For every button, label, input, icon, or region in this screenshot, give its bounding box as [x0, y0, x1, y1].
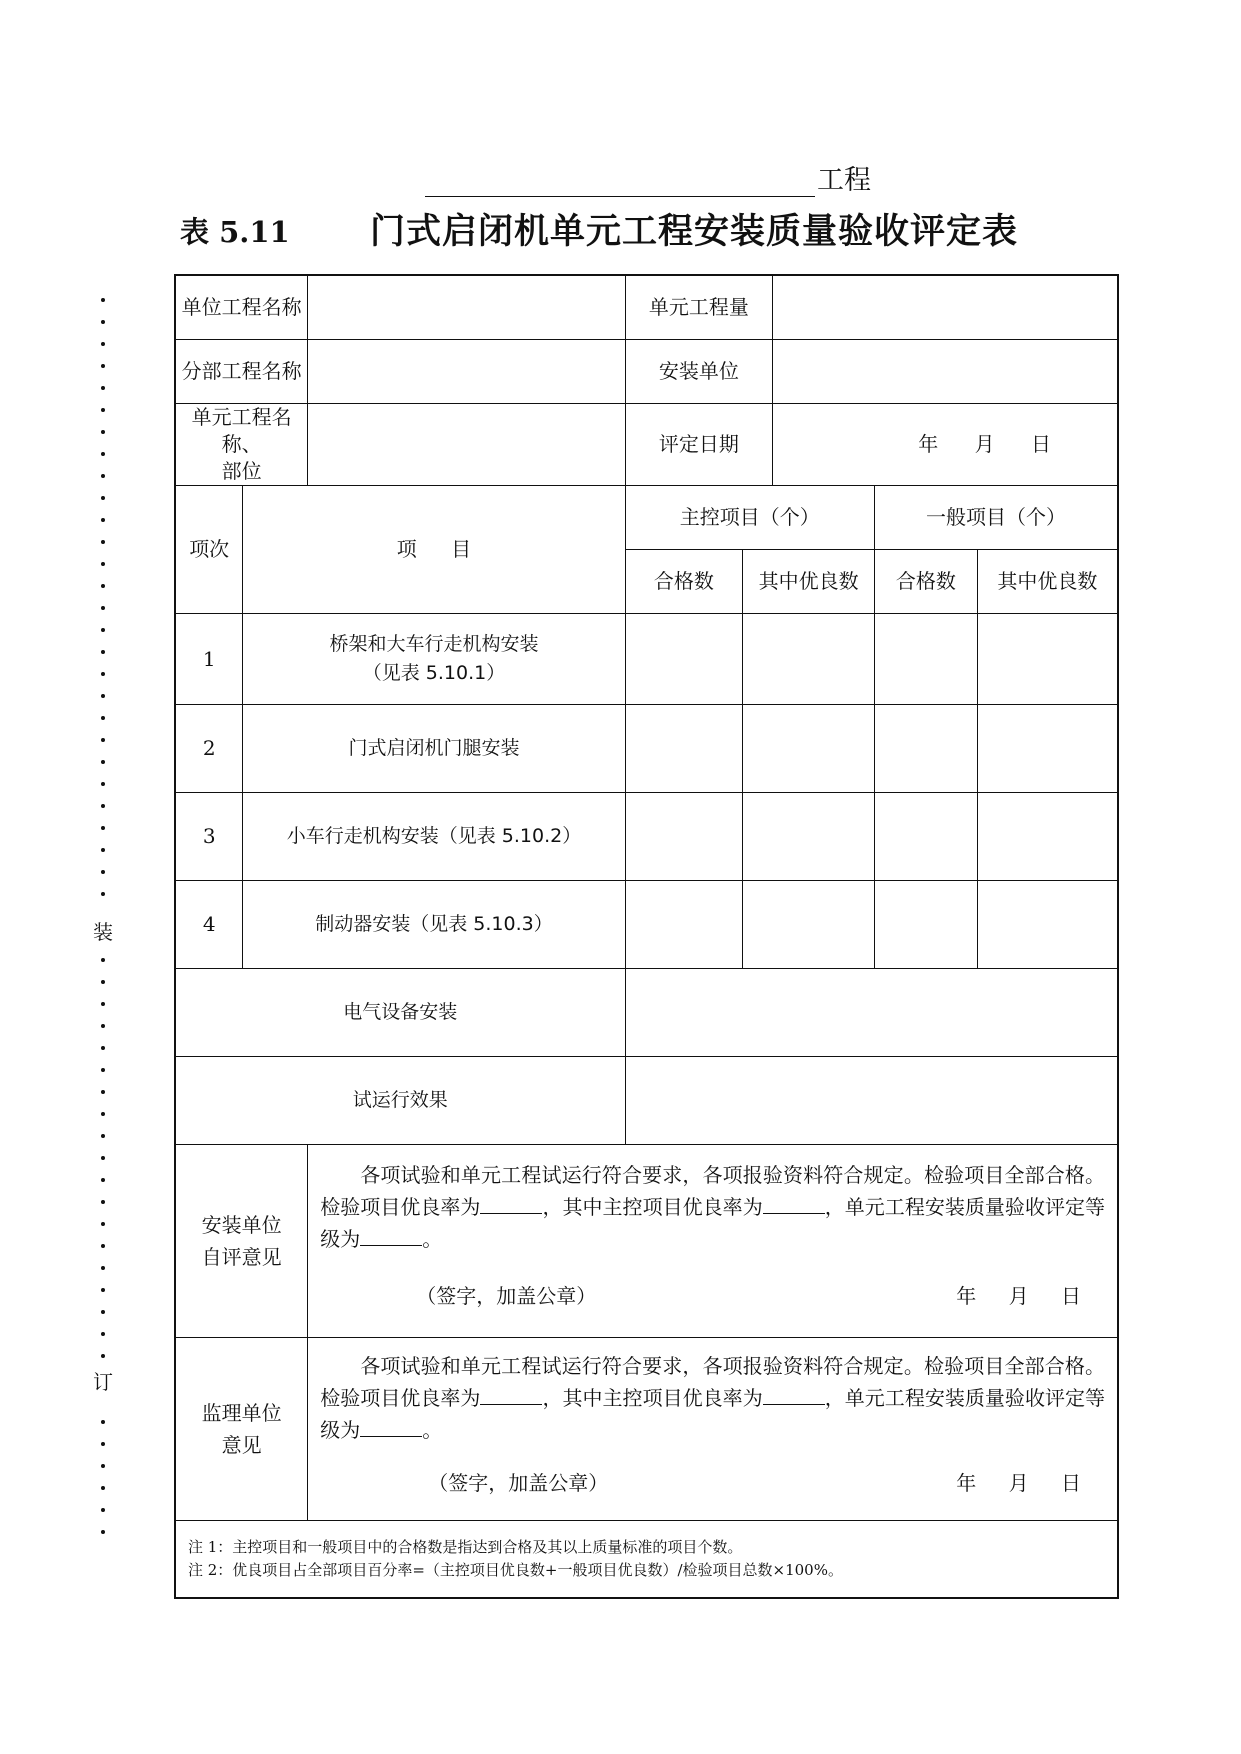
item-header: 项 目: [243, 485, 625, 613]
supervision-sign-row: [320, 1468, 1105, 1504]
binding-dot: [101, 958, 105, 962]
general-qualified-header: 合格数: [874, 549, 977, 613]
seq-header: 项次: [175, 485, 243, 613]
binding-dot: [101, 1068, 105, 1072]
main-qualified-cell[interactable]: [625, 792, 743, 880]
trial-run-field[interactable]: [625, 1056, 1118, 1144]
table-row: [175, 613, 1118, 704]
install-unit-field[interactable]: [773, 339, 1118, 403]
item-no: 4: [175, 880, 243, 968]
binding-dot: [101, 1134, 105, 1138]
binding-dot: [101, 1288, 105, 1292]
binding-dot: [101, 1486, 105, 1490]
unit-project-name-field[interactable]: [308, 275, 625, 339]
item-name-line2: （见表 5.10.1）: [362, 661, 506, 684]
table-number: 表 5.11: [180, 215, 290, 249]
unit-project-name-label: 单位工程名称: [175, 275, 308, 339]
binding-dot: [101, 870, 105, 874]
item-name-line1: 桥架和大车行走机构安装: [329, 633, 539, 655]
eval-date-label: 评定日期: [625, 403, 773, 485]
eval-date-field[interactable]: 年 月 日: [773, 403, 1118, 485]
binding-dot: [101, 430, 105, 434]
main-excellent-cell[interactable]: [743, 880, 875, 968]
binding-dot: [101, 1046, 105, 1050]
opinion-text-d: 。: [422, 1226, 443, 1251]
binding-dot: [101, 650, 105, 654]
binding-dot: [101, 892, 105, 896]
trial-run-label: 试运行效果: [175, 1056, 625, 1144]
binding-dot: [101, 1310, 105, 1314]
main-qualified-cell[interactable]: [625, 704, 743, 792]
binding-margin: [92, 288, 114, 1550]
division-project-name-label: 分部工程名称: [175, 339, 308, 403]
binding-dot: [101, 1508, 105, 1512]
item-no: 1: [175, 613, 243, 704]
binding-dot: [101, 760, 105, 764]
general-qualified-cell[interactable]: [874, 613, 977, 704]
project-suffix: 工程: [817, 165, 871, 196]
binding-dot: [101, 804, 105, 808]
table-row: [175, 704, 1118, 792]
evaluation-table: [174, 274, 1119, 1599]
general-excellent-cell[interactable]: [977, 704, 1118, 792]
general-excellent-cell[interactable]: [977, 880, 1118, 968]
opinion-text-c: ，单元工程安装质量验收评定等级为: [320, 1194, 1106, 1251]
supervision-opinion-label-line2: 意见: [221, 1432, 262, 1457]
binding-dot: [101, 342, 105, 346]
opinion-text-b: ，其中主控项目优良率为: [542, 1385, 763, 1410]
binding-dot: [101, 518, 105, 522]
supervision-opinion-text: [320, 1350, 1105, 1446]
main-excellent-rate-blank[interactable]: [763, 1195, 825, 1214]
binding-dot: [101, 452, 105, 456]
binding-dot: [101, 694, 105, 698]
binding-dot: [101, 1420, 105, 1424]
binding-dot: [101, 1024, 105, 1028]
element-name-field[interactable]: [308, 403, 625, 485]
general-excellent-header: 其中优良数: [977, 549, 1118, 613]
opinion-text-d: 。: [422, 1417, 443, 1442]
excellent-rate-blank[interactable]: [480, 1195, 542, 1214]
supervision-sign-text: （签字，加盖公章）: [428, 1470, 609, 1495]
opinion-text-b: ，其中主控项目优良率为: [542, 1194, 763, 1219]
title-row: [180, 204, 1080, 250]
element-name-label: [175, 403, 308, 485]
unit-quantity-field[interactable]: [773, 275, 1118, 339]
binding-dot: [101, 1266, 105, 1270]
binding-dot: [101, 848, 105, 852]
binding-dot: [101, 386, 105, 390]
table-row: [175, 880, 1118, 968]
general-header: 一般项目（个）: [874, 485, 1118, 549]
general-excellent-cell[interactable]: [977, 792, 1118, 880]
binding-dot: [101, 1222, 105, 1226]
binding-dot: [101, 584, 105, 588]
binding-dot: [101, 364, 105, 368]
main-control-header: 主控项目（个）: [625, 485, 874, 549]
element-name-label-line1: 单元工程名称、: [191, 404, 292, 456]
binding-dot: [101, 716, 105, 720]
element-name-label-line2: 部位: [221, 458, 262, 483]
binding-dot: [101, 474, 105, 478]
binding-dot: [101, 1200, 105, 1204]
unit-quantity-label: 单元工程量: [625, 275, 773, 339]
grade-blank[interactable]: [360, 1227, 422, 1246]
binding-char-top: 装: [92, 916, 114, 945]
binding-dot: [101, 1332, 105, 1336]
supervision-opinion-label: [175, 1337, 308, 1520]
binding-dot: [101, 496, 105, 500]
binding-char-bottom: 订: [92, 1366, 114, 1395]
install-opinion-label-line1: 安装单位: [201, 1212, 282, 1237]
project-name-line: [425, 158, 871, 197]
main-excellent-cell[interactable]: [743, 792, 875, 880]
item-name: 制动器安装（见表 5.10.3）: [243, 880, 625, 968]
note-2: 注 2：优良项目占全部项目百分率=（主控项目优良数+一般项目优良数）/检验项目总数×100%。: [188, 1560, 843, 1579]
binding-dot: [101, 1442, 105, 1446]
project-name-blank[interactable]: [425, 170, 815, 197]
item-no: 2: [175, 704, 243, 792]
binding-dot: [101, 1002, 105, 1006]
main-qualified-cell[interactable]: [625, 880, 743, 968]
supervision-date-text[interactable]: 年 月 日: [956, 1470, 1087, 1495]
binding-dot: [101, 980, 105, 984]
binding-dot: [101, 1178, 105, 1182]
binding-dot: [101, 1244, 105, 1248]
general-qualified-cell[interactable]: [874, 704, 977, 792]
binding-dot: [101, 1464, 105, 1468]
main-excellent-rate-blank[interactable]: [763, 1386, 825, 1405]
binding-dot: [101, 782, 105, 786]
supervision-opinion-label-line1: 监理单位: [201, 1400, 282, 1425]
binding-dot: [101, 540, 105, 544]
page-title: 门式启闭机单元工程安装质量验收评定表: [370, 212, 1019, 252]
install-unit-label: 安装单位: [625, 339, 773, 403]
binding-dot: [101, 408, 105, 412]
item-name: [243, 613, 625, 704]
install-sign-row: [320, 1281, 1105, 1317]
install-date-text[interactable]: 年 月 日: [956, 1283, 1087, 1308]
main-qualified-cell[interactable]: [625, 613, 743, 704]
install-opinion-text: [320, 1159, 1105, 1255]
binding-dot: [101, 738, 105, 742]
main-qualified-header: 合格数: [625, 549, 743, 613]
main-excellent-cell[interactable]: [743, 613, 875, 704]
item-name: 门式启闭机门腿安装: [243, 704, 625, 792]
item-name: 小车行走机构安装（见表 5.10.2）: [243, 792, 625, 880]
binding-dot: [101, 672, 105, 676]
general-qualified-cell[interactable]: [874, 880, 977, 968]
install-opinion-label: [175, 1144, 308, 1337]
binding-dot: [101, 562, 105, 566]
general-qualified-cell[interactable]: [874, 792, 977, 880]
main-excellent-header: 其中优良数: [743, 549, 875, 613]
excellent-rate-blank[interactable]: [480, 1386, 542, 1405]
notes-cell: [175, 1520, 1118, 1598]
electrical-field[interactable]: [625, 968, 1118, 1056]
note-1: 注 1：主控项目和一般项目中的合格数是指达到合格及其以上质量标准的项目个数。: [188, 1538, 743, 1557]
table-row: [175, 792, 1118, 880]
install-opinion-field[interactable]: [308, 1144, 1118, 1337]
opinion-text-c: ，单元工程安装质量验收评定等级为: [320, 1385, 1106, 1442]
binding-dot: [101, 1530, 105, 1534]
binding-dot: [101, 1354, 105, 1358]
binding-dot: [101, 606, 105, 610]
electrical-label: 电气设备安装: [175, 968, 625, 1056]
binding-dot: [101, 826, 105, 830]
binding-dot: [101, 320, 105, 324]
binding-dot: [101, 298, 105, 302]
grade-blank[interactable]: [360, 1418, 422, 1437]
install-opinion-label-line2: 自评意见: [201, 1244, 282, 1269]
install-sign-text: （签字，加盖公章）: [416, 1283, 597, 1308]
binding-dot: [101, 1090, 105, 1094]
binding-dot: [101, 1156, 105, 1160]
binding-dot: [101, 628, 105, 632]
opinion-text-a: 各项试验和单元工程试运行符合要求，各项报验资料符合规定。检验项目全部合格。检验项目优良率为: [320, 1162, 1105, 1219]
main-excellent-cell[interactable]: [743, 704, 875, 792]
opinion-text-a: 各项试验和单元工程试运行符合要求，各项报验资料符合规定。检验项目全部合格。检验项目优良率为: [320, 1353, 1105, 1410]
binding-dot: [101, 1112, 105, 1116]
supervision-opinion-field[interactable]: [308, 1337, 1118, 1520]
division-project-name-field[interactable]: [308, 339, 625, 403]
item-no: 3: [175, 792, 243, 880]
general-excellent-cell[interactable]: [977, 613, 1118, 704]
